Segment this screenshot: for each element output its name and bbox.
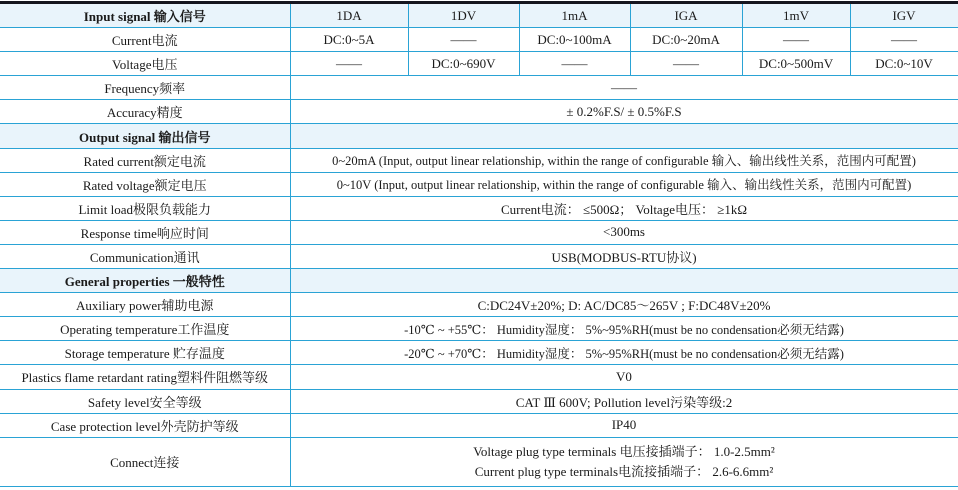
cell-voltage-1ma: —— [519, 52, 630, 76]
specification-table [0, 1, 958, 487]
row-label-safety-level: Safety level安全等级 [0, 389, 290, 413]
row-label-communication: Communication通讯 [0, 244, 290, 268]
table-row-frequency [0, 76, 958, 100]
row-label-auxiliary-power: Auxiliary power辅助电源 [0, 293, 290, 317]
section-row-general-properties [0, 269, 958, 293]
row-label-frequency: Frequency频率 [0, 76, 290, 100]
cell-voltage-igv: DC:0~10V [850, 52, 958, 76]
cell-current-1da: DC:0~5A [290, 28, 408, 52]
cell-safety-level-value: CAT Ⅲ 600V; Pollution level污染等级:2 [290, 389, 958, 413]
table-row-voltage [0, 52, 958, 76]
table-row-flame-rating [0, 365, 958, 389]
section-title-input-signal: Input signal 输入信号 [0, 3, 290, 28]
table-row-auxiliary-power [0, 293, 958, 317]
row-label-limit-load: Limit load极限负载能力 [0, 196, 290, 220]
table-row-communication [0, 244, 958, 268]
cell-communication-value: USB(MODBUS-RTU协议) [290, 244, 958, 268]
row-label-response-time: Response time响应时间 [0, 220, 290, 244]
section-general-empty-cell [290, 269, 958, 293]
table-row-safety-level [0, 389, 958, 413]
table-row-connect [0, 437, 958, 486]
column-header-1da: 1DA [290, 3, 408, 28]
cell-current-1ma: DC:0~100mA [519, 28, 630, 52]
column-header-igv: IGV [850, 3, 958, 28]
cell-limit-load-value: Current电流： ≤500Ω； Voltage电压： ≥1kΩ [290, 196, 958, 220]
table-row-operating-temperature [0, 317, 958, 341]
cell-storage-temperature-value: -20℃ ~ +70℃： Humidity湿度： 5%~95%RH(must be no condensation必须无结露) [290, 341, 958, 365]
cell-response-time-value: <300ms [290, 220, 958, 244]
cell-accuracy-value: ± 0.2%F.S/ ± 0.5%F.S [290, 100, 958, 124]
section-title-output-signal: Output signal 输出信号 [0, 124, 290, 148]
cell-case-protection-value: IP40 [290, 413, 958, 437]
column-header-1ma: 1mA [519, 3, 630, 28]
row-label-connect: Connect连接 [0, 437, 290, 486]
column-header-1mv: 1mV [742, 3, 850, 28]
row-label-accuracy: Accuracy精度 [0, 100, 290, 124]
table-row-rated-voltage [0, 172, 958, 196]
row-label-current: Current电流 [0, 28, 290, 52]
section-title-general-properties: General properties 一般特性 [0, 269, 290, 293]
table-row-current [0, 28, 958, 52]
cell-current-1mv: —— [742, 28, 850, 52]
cell-current-iga: DC:0~20mA [630, 28, 742, 52]
row-label-voltage: Voltage电压 [0, 52, 290, 76]
section-row-input-signal [0, 3, 958, 28]
table-row-accuracy [0, 100, 958, 124]
row-label-flame-rating: Plastics flame retardant rating塑料件阻燃等级 [0, 365, 290, 389]
table-row-case-protection [0, 413, 958, 437]
table-row-limit-load [0, 196, 958, 220]
row-label-operating-temperature: Operating temperature工作温度 [0, 317, 290, 341]
cell-auxiliary-power-value: C:DC24V±20%; D: AC/DC85～265V ; F:DC48V±20% [290, 293, 958, 317]
connect-voltage-terminals-line: Voltage plug type terminals 电压接插端子： 1.0-2.5mm² [473, 443, 775, 459]
column-header-1dv: 1DV [408, 3, 519, 28]
cell-operating-temperature-value: -10℃ ~ +55℃： Humidity湿度： 5%~95%RH(must be no condensation必须无结露) [290, 317, 958, 341]
cell-rated-voltage-value: 0~10V (Input, output linear relationship, within the range of configurable 输入、输出线性关系，范围内可配置) [290, 172, 958, 196]
cell-current-1dv: —— [408, 28, 519, 52]
section-output-empty-cell [290, 124, 958, 148]
section-row-output-signal [0, 124, 958, 148]
table-row-rated-current [0, 148, 958, 172]
table-row-storage-temperature [0, 341, 958, 365]
row-label-case-protection: Case protection level外壳防护等级 [0, 413, 290, 437]
cell-rated-current-value: 0~20mA (Input, output linear relationship, within the range of configurable 输入、输出线性关系，范围内可配置) [290, 148, 958, 172]
cell-voltage-1da: —— [290, 52, 408, 76]
cell-connect-value [290, 437, 958, 486]
connect-current-terminals-line: Current plug type terminals电流接插端子： 2.6-6.6mm² [474, 463, 774, 479]
cell-voltage-1dv: DC:0~690V [408, 52, 519, 76]
cell-frequency-value: —— [290, 76, 958, 100]
cell-current-igv: —— [850, 28, 958, 52]
row-label-rated-voltage: Rated voltage额定电压 [0, 172, 290, 196]
row-label-rated-current: Rated current额定电流 [0, 148, 290, 172]
cell-voltage-iga: —— [630, 52, 742, 76]
row-label-storage-temperature: Storage temperature 贮存温度 [0, 341, 290, 365]
column-header-iga: IGA [630, 3, 742, 28]
table-row-response-time [0, 220, 958, 244]
cell-flame-rating-value: V0 [290, 365, 958, 389]
cell-voltage-1mv: DC:0~500mV [742, 52, 850, 76]
